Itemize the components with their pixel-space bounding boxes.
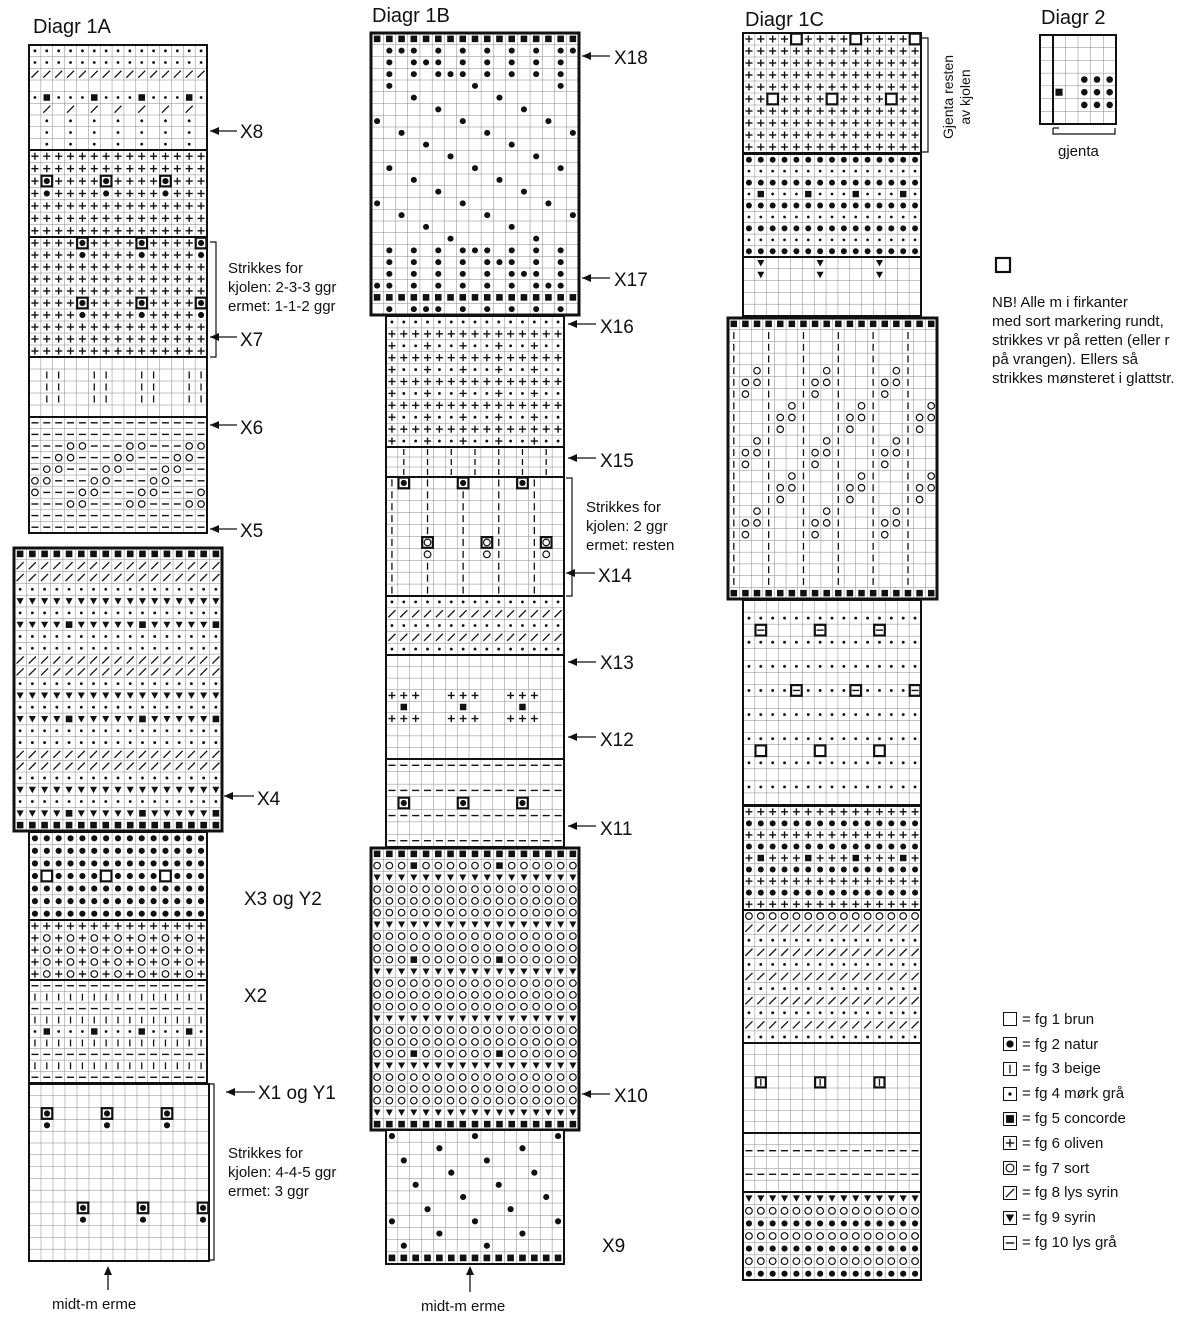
legend-item: = fg 10 lys grå [1003, 1230, 1126, 1255]
framed-stitch-icon [996, 258, 1010, 272]
grid-1c-g [743, 910, 921, 1043]
grid-1a-x4 [14, 548, 222, 831]
diagram-1a-title: Diagr 1A [33, 16, 111, 38]
arrow-x4 [224, 792, 254, 800]
marker-x10: X10 [614, 1086, 648, 1107]
legend-item: = fg 6 oliven [1003, 1131, 1126, 1156]
legend-item: = fg 3 beige [1003, 1057, 1126, 1082]
diagram-2-title: Diagr 2 [1041, 7, 1106, 29]
marker-x9: X9 [602, 1236, 626, 1257]
arrow-x1 [226, 1088, 255, 1096]
grid-2 [1040, 35, 1116, 124]
arrow-x11 [568, 822, 596, 830]
grid-1a-x5 [29, 417, 207, 533]
brace-1c-note [922, 38, 928, 152]
arrow-x17 [582, 274, 610, 282]
grid-1b-x9 [386, 1130, 564, 1264]
grid-1b-x11 [386, 759, 564, 847]
legend-item: = fg 9 syrin [1003, 1205, 1126, 1230]
grid-1c-e [743, 600, 921, 805]
dash-icon [1003, 1236, 1017, 1250]
grid-1b-x15 [386, 447, 564, 477]
diagram-2-repeat-bracket [1053, 128, 1115, 134]
grid-1c-c [743, 257, 921, 316]
arrow-x16 [568, 320, 596, 328]
filled-square-icon [1003, 1112, 1017, 1126]
arrow-x13 [568, 658, 596, 666]
grid-1c-i [743, 1133, 921, 1192]
grid-1b-x14 [386, 477, 564, 596]
grid-1a-x2a [29, 920, 207, 980]
arrow-x6 [210, 421, 237, 429]
triangle-icon [1003, 1211, 1017, 1225]
slash-icon [1003, 1186, 1017, 1200]
grid-1b-x17-18 [371, 33, 579, 315]
diagram-1b-repeat-note: Strikkes for kjolen: 2 ggr ermet: resten [586, 499, 675, 554]
marker-x6: X6 [240, 418, 264, 439]
arrow-x7 [210, 333, 237, 341]
large-dot-icon [1003, 1037, 1017, 1051]
grid-1b-x16 [386, 316, 564, 447]
color-legend [1003, 1007, 1126, 1255]
grid-1b-x13 [386, 596, 564, 655]
nb-note: NB! Alle m i firkanter med sort markering rundt, strikkes vr på retten (eller r på vrangen). Ellers så strikkes mønsteret i glattstr. [992, 294, 1175, 387]
grid-1c-j [743, 1192, 921, 1280]
marker-x3-y2: X3 og Y2 [244, 889, 322, 910]
marker-x17: X17 [614, 270, 648, 291]
marker-x8: X8 [240, 122, 264, 143]
small-dot-icon [1003, 1087, 1017, 1101]
legend-item: = fg 8 lys syrin [1003, 1181, 1126, 1206]
blank-swatch-icon [1003, 1012, 1017, 1026]
grid-1b-x12 [386, 655, 564, 759]
grid-1c-f [743, 806, 921, 910]
marker-x13: X13 [600, 653, 634, 674]
diagram-1a-repeat-note-2: Strikkes for kjolen: 4-4-5 ggr ermet: 3 ggr [228, 1145, 337, 1200]
plus-icon [1003, 1136, 1017, 1150]
grid-1a-x2b [29, 980, 207, 1083]
marker-x11: X11 [600, 819, 633, 840]
center-arrowhead-1a [104, 1266, 112, 1275]
marker-x7: X7 [240, 330, 264, 351]
marker-x14: X14 [598, 566, 632, 587]
grid-1a-x6 [29, 357, 207, 417]
marker-x4: X4 [257, 789, 281, 810]
marker-x2: X2 [244, 986, 268, 1007]
legend-item: = fg 2 natur [1003, 1032, 1126, 1057]
grid-1a-x8 [29, 45, 207, 150]
marker-x12: X12 [600, 730, 634, 751]
marker-x16: X16 [600, 317, 634, 338]
arrow-x5 [210, 525, 237, 533]
arrow-x14 [566, 569, 595, 577]
arrow-x12 [568, 733, 596, 741]
legend-item: = fg 4 mørk grå [1003, 1081, 1126, 1106]
arrow-x8 [210, 127, 237, 135]
arrow-x18 [582, 52, 610, 60]
legend-item: = fg 7 sort [1003, 1156, 1126, 1181]
legend-item: = fg 1 brun [1003, 1007, 1126, 1032]
grid-1c-d [728, 318, 937, 599]
legend-item: = fg 5 concorde [1003, 1106, 1126, 1131]
diagram-1b-footer: midt-m erme [421, 1298, 506, 1315]
brace-1b-note [566, 478, 572, 596]
grid-1a-x1 [29, 1084, 209, 1261]
arrow-x15 [568, 454, 596, 462]
brace-1a-note-1 [210, 242, 216, 357]
grid-1a-x3 [29, 832, 207, 920]
vertical-bar-icon [1003, 1062, 1017, 1076]
grid-1b-x10 [371, 848, 579, 1130]
circle-icon [1003, 1161, 1017, 1175]
diagram-1b-title: Diagr 1B [372, 5, 450, 27]
marker-x1-y1: X1 og Y1 [258, 1083, 336, 1104]
marker-x5: X5 [240, 521, 264, 542]
diagram-1c-title: Diagr 1C [745, 9, 824, 31]
diagram-2-repeat-label: gjenta [1058, 143, 1099, 160]
grid-1a-x7a [29, 150, 207, 237]
grid-1c-h [743, 1043, 921, 1133]
marker-x18: X18 [614, 48, 648, 69]
arrow-x10 [582, 1090, 610, 1098]
grid-1c-top [743, 33, 921, 153]
grid-1c-b [743, 154, 921, 257]
diagram-1a-repeat-note-1: Strikkes for kjolen: 2-3-3 ggr ermet: 1-1-2 ggr [228, 260, 337, 315]
center-arrowhead-1b [466, 1266, 474, 1275]
diagram-1a-footer: midt-m erme [52, 1296, 137, 1313]
marker-x15: X15 [600, 451, 634, 472]
diagram-1c-repeat-note: Gjenta resten av kjolen [940, 54, 973, 140]
grid-1a-x7b [29, 237, 207, 357]
